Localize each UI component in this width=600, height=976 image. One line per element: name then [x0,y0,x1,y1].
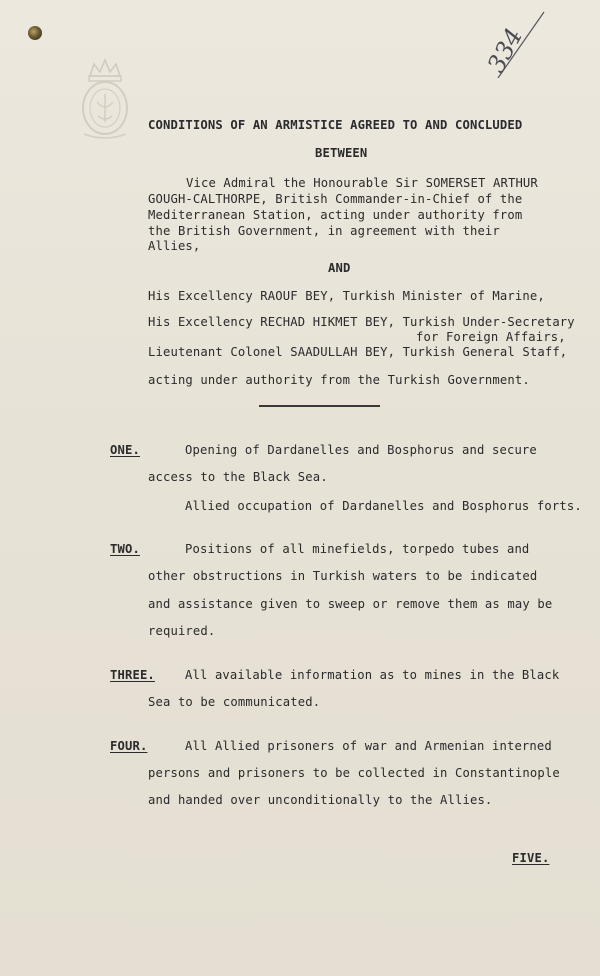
clause-line: All Allied prisoners of war and Armenian interned [185,739,552,753]
between-heading: BETWEEN [315,146,368,160]
folio-number: 334 [482,23,529,78]
party1-line: Mediterranean Station, acting under authority from [148,208,523,222]
catchword: FIVE. [512,851,550,865]
clause-line: and handed over unconditionally to the Allies. [148,793,493,807]
party1-line: the British Government, in agreement with their [148,224,500,238]
and-heading: AND [328,261,351,275]
clause-line: Sea to be communicated. [148,695,321,709]
clause-line: and assistance given to sweep or remove them as may be [148,597,553,611]
clause-number: ONE. [110,443,140,457]
party1-line: Allies, [148,239,201,253]
clause-line: persons and prisoners to be collected in Constantinople [148,766,560,780]
pin-hole-icon [28,26,42,40]
clause-line: other obstructions in Turkish waters to be indicated [148,569,538,583]
party2-line: His Excellency RECHAD HIKMET BEY, Turkish Under-Secretary [148,315,575,329]
folio-annotation [476,8,556,78]
party2-line: for Foreign Affairs, [416,330,566,344]
party2-line: Lieutenant Colonel SAADULLAH BEY, Turkish General Staff, [148,345,568,359]
clause-number: TWO. [110,542,140,556]
party1-line: Vice Admiral the Honourable Sir SOMERSET ARTHUR [186,176,538,190]
clause-line: access to the Black Sea. [148,470,328,484]
party1-line: GOUGH-CALTHORPE, British Commander-in-Chief of the [148,192,523,206]
document-title: CONDITIONS OF AN ARMISTICE AGREED TO AND CONCLUDED [148,118,523,132]
clause-number: FOUR. [110,739,148,753]
clause-line: required. [148,624,216,638]
clause-line: Opening of Dardanelles and Bosphorus and secure [185,443,537,457]
royal-crest-embossed-seal-icon [76,56,134,142]
clause-number: THREE. [110,668,155,682]
clause-line: All available information as to mines in the Black [185,668,560,682]
clause-line: Allied occupation of Dardanelles and Bosphorus forts. [185,499,582,513]
party2-line: acting under authority from the Turkish Government. [148,373,530,387]
section-divider [259,405,380,407]
party2-line: His Excellency RAOUF BEY, Turkish Minister of Marine, [148,289,545,303]
clause-line: Positions of all minefields, torpedo tubes and [185,542,530,556]
